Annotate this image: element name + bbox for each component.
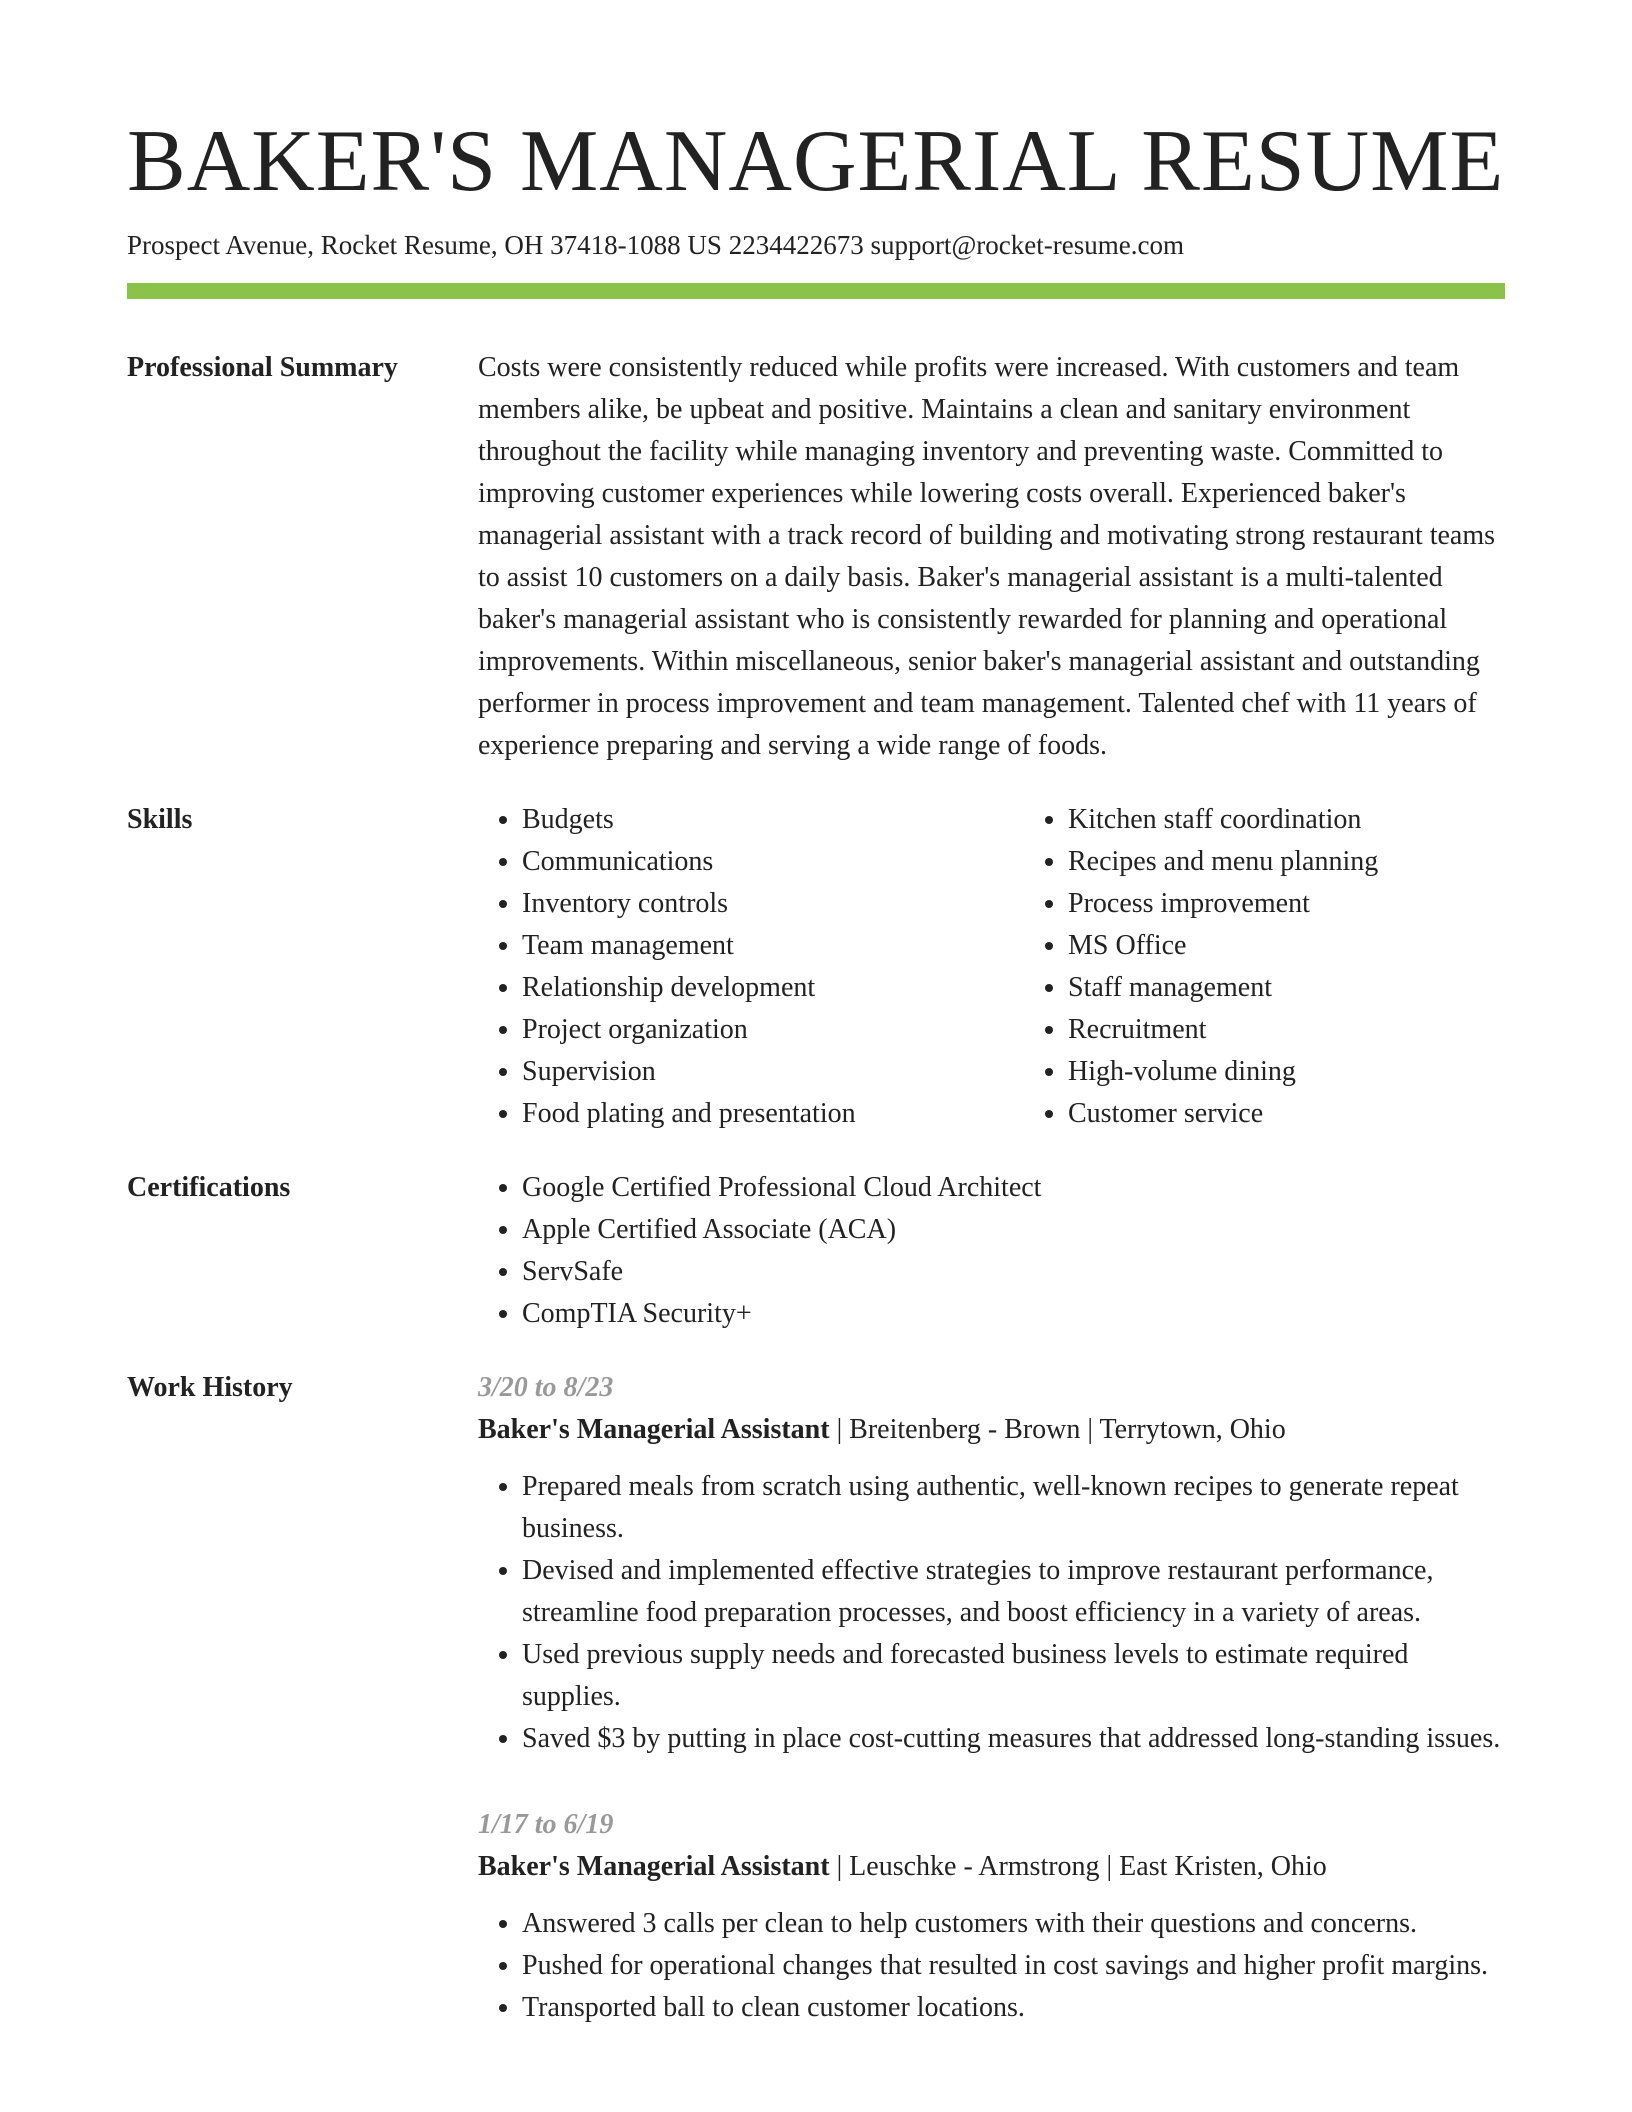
- contact-line: [127, 228, 1505, 263]
- skill-item: • Supervision: [522, 1051, 1024, 1093]
- certification-item: • CompTIA Security+: [522, 1293, 1505, 1335]
- job-dates: 3/20 to 8/23: [478, 1372, 614, 1404]
- skill-item: • Inventory controls: [522, 883, 1024, 925]
- job-duty: • Saved $3 by putting in place cost-cutting measures that addressed long-standing issues.: [522, 1718, 1505, 1760]
- job-duty: • Used previous supply needs and forecasted business levels to estimate required supplies.: [522, 1634, 1505, 1718]
- skill-item: • MS Office: [1068, 925, 1570, 967]
- job-duties-list: [478, 1903, 1505, 2029]
- skill-item: • High-volume dining: [1068, 1051, 1570, 1093]
- job-title: Baker's Managerial Assistant: [478, 1851, 830, 1883]
- certifications-section: [127, 1167, 1505, 1335]
- summary-text: Costs were consistently reduced while profits were increased. With customers and team members alike, be upbeat and positive. Maintains a clean and sanitary environment throughout the facility while managing inventory and preventing waste. Committed to improving customer experiences while lowering costs overall. Experienced baker's managerial assistant with a track record of building and motivating strong restaurant teams to assist 10 customers on a daily basis. Baker's managerial assistant is a multi-talented baker's managerial assistant who is consistently rewarded for planning and operational improvements. Within miscellaneous, senior baker's managerial assistant and outstanding performer in process improvement and team management. Talented chef with 11 years of experience preparing and serving a wide range of foods.: [478, 352, 1496, 762]
- skill-item: • Budgets: [522, 799, 1024, 841]
- certifications-body: [478, 1167, 1505, 1335]
- certification-item: • Google Certified Professional Cloud Architect: [522, 1167, 1505, 1209]
- skills-columns: [478, 799, 1570, 1135]
- job-heading: [478, 1846, 1505, 1888]
- skill-item: • Recipes and menu planning: [1068, 841, 1570, 883]
- skill-item: • Project organization: [522, 1009, 1024, 1051]
- certification-item: • Apple Certified Associate (ACA): [522, 1209, 1505, 1251]
- job-heading: [478, 1409, 1505, 1451]
- certification-item: • ServSafe: [522, 1251, 1505, 1293]
- skill-item: • Relationship development: [522, 967, 1024, 1009]
- job-entry: [478, 1804, 1505, 2029]
- contact-address: Prospect Avenue, Rocket Resume, OH 37418-1088 US: [127, 230, 722, 260]
- summary-section: [127, 347, 1505, 767]
- skills-heading: Skills: [127, 804, 193, 836]
- work-history-heading: Work History: [127, 1372, 293, 1404]
- skill-item: • Kitchen staff coordination: [1068, 799, 1570, 841]
- skill-item: • Team management: [522, 925, 1024, 967]
- job-entry: [478, 1367, 1505, 1760]
- skills-list-right: [1024, 799, 1570, 1135]
- skill-item: • Staff management: [1068, 967, 1570, 1009]
- job-title: Baker's Managerial Assistant: [478, 1414, 830, 1446]
- header-divider: [127, 283, 1505, 299]
- job-employer-location: | Breitenberg - Brown | Terrytown, Ohio: [829, 1414, 1286, 1446]
- contact-phone: 2234422673: [728, 230, 864, 260]
- job-employer-location: | Leuschke - Armstrong | East Kristen, Ohio: [829, 1851, 1327, 1883]
- summary-heading: Professional Summary: [127, 352, 398, 384]
- skill-item: • Food plating and presentation: [522, 1093, 1024, 1135]
- certifications-list: [478, 1167, 1505, 1335]
- contact-email: support@rocket-resume.com: [870, 230, 1184, 260]
- work-history-section: [127, 1367, 1505, 2029]
- job-duty: • Prepared meals from scratch using authentic, well-known recipes to generate repeat business.: [522, 1466, 1505, 1550]
- job-duty: • Answered 3 calls per clean to help customers with their questions and concerns.: [522, 1903, 1505, 1945]
- skill-item: • Communications: [522, 841, 1024, 883]
- resume-title: BAKER'S MANAGERIAL RESUME: [127, 113, 1505, 210]
- job-duty: • Transported ball to clean customer locations.: [522, 1987, 1505, 2029]
- skill-item: • Customer service: [1068, 1093, 1570, 1135]
- certifications-heading: Certifications: [127, 1172, 291, 1204]
- skill-item: • Process improvement: [1068, 883, 1570, 925]
- skill-item: • Recruitment: [1068, 1009, 1570, 1051]
- job-dates: 1/17 to 6/19: [478, 1809, 614, 1841]
- skills-section: [127, 799, 1505, 1135]
- skills-list-left: [478, 799, 1024, 1135]
- job-duty: • Devised and implemented effective strategies to improve restaurant performance, streamline food preparation processes, and boost efficiency in a variety of areas.: [522, 1550, 1505, 1634]
- work-history-body: [478, 1367, 1505, 2029]
- job-duties-list: [478, 1466, 1505, 1760]
- job-duty: • Pushed for operational changes that resulted in cost savings and higher profit margins.: [522, 1945, 1505, 1987]
